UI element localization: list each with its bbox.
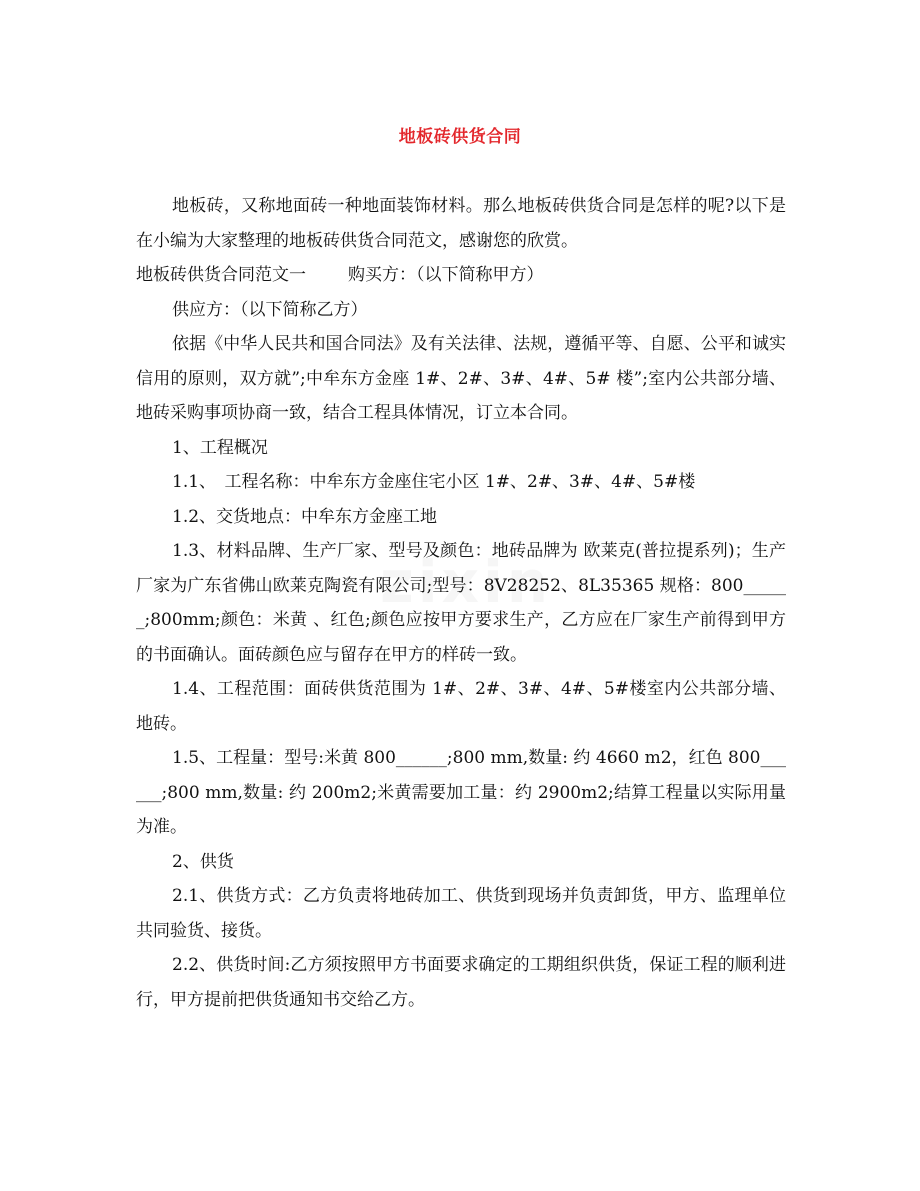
- clause-item: 1.3、材料品牌、生产厂家、型号及颜色：地砖品牌为 欧莱克(普拉提系列)；生产厂家为广东省佛山欧莱克陶瓷有限公司;型号：8V28252、8L35365 规格：800______;800mm;颜色：米黄 、红色;颜色应按甲方要求生产，乙方应在厂家生产前得到甲方的书面确认。面砖颜色应与留存在甲方的样砖一致。: [136, 541, 786, 665]
- watermark: zixin: [380, 548, 553, 616]
- supplier-line: 供应方：（以下简称乙方）: [172, 299, 368, 320]
- document-title: 地板砖供货合同: [398, 127, 522, 147]
- section-heading: 2、供货: [172, 851, 234, 872]
- clause-item: 2.2、供货时间:乙方须按照甲方书面要求确定的工期组织供货，保证工程的顺利进行，甲方提前把供货通知书交给乙方。: [136, 955, 786, 1010]
- clause-item: 2.1、供货方式：乙方负责将地砖加工、供货到现场并负责卸货，甲方、监理单位共同验货、接货。: [136, 886, 786, 941]
- sample-heading: 地板砖供货合同范文一: [136, 265, 306, 285]
- document-body: [136, 189, 786, 1017]
- clause-item: 1.1、 工程名称：中牟东方金座住宅小区 1#、2#、3#、4#、5#楼: [172, 472, 696, 492]
- sample-heading-line: [136, 258, 786, 293]
- intro-paragraph: 地板砖，又称地面砖一种地面装饰材料。那么地板砖供货合同是怎样的呢?以下是在小编为大家整理的地板砖供货合同范文，感谢您的欣赏。: [136, 196, 786, 251]
- clause-item: 1.4、工程范围：面砖供货范围为 1#、2#、3#、4#、5#楼室内公共部分墙、地砖。: [136, 679, 786, 734]
- buyer-line: 购买方：（以下简称甲方）: [348, 265, 544, 285]
- section-heading: 1、工程概况: [172, 437, 268, 458]
- clause-item: 1.2、交货地点：中牟东方金座工地: [172, 506, 438, 527]
- clause-item: 1.5、工程量：型号:米黄 800______;800 mm,数量: 约 4660 m2，红色 800______;800 mm,数量: 约 200m2;米黄需要加工量：约 2900m2;结算工程量以实际用量为准。: [136, 748, 786, 837]
- basis-paragraph: 依据《中华人民共和国合同法》及有关法律、法规，遵循平等、自愿、公平和诚实信用的原则，双方就”;中牟东方金座 1#、2#、3#、4#、5# 楼”;室内公共部分墙、地砖采购事项协商一致，结合工程具体情况，订立本合同。: [136, 334, 786, 423]
